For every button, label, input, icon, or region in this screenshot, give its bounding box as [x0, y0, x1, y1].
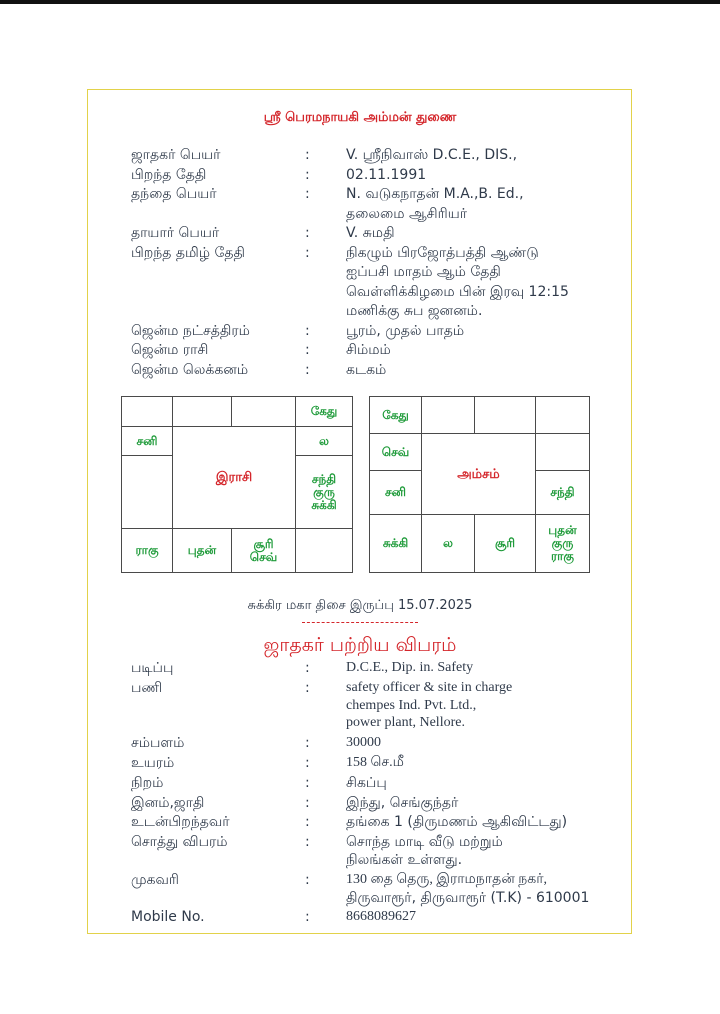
planet-list: [188, 544, 216, 557]
detail-label: பணி: [131, 679, 163, 696]
chart-house-top-4: [535, 396, 590, 434]
detail-value: safety officer & site in charge: [346, 679, 513, 695]
chart-house-bottom-4: [295, 528, 353, 573]
chart-center-text: இராசி: [215, 470, 253, 485]
colon-separator: :: [305, 755, 310, 771]
chart-house-bottom-1: [121, 528, 173, 573]
planet-list: [382, 409, 409, 422]
invocation-title: ஸ்ரீ பெரமநாயகி அம்மன் துணை: [263, 110, 457, 125]
planet-label: சந்தி: [550, 485, 575, 499]
chart-house-right-2: [295, 426, 353, 456]
planet-label: புதன்: [187, 543, 217, 557]
detail-value: நிலங்கள் உள்ளது.: [346, 851, 463, 868]
chart-house-bottom-3: [231, 528, 296, 573]
detail-label: இனம்,ஜாதி: [131, 794, 205, 811]
planet-list: [382, 446, 409, 459]
planet-label: சந்தி: [311, 471, 337, 486]
planet-list: [383, 537, 408, 550]
detail-value: இந்து, செங்குந்தர்: [346, 794, 459, 811]
planet-label: ராகு: [550, 549, 575, 563]
detail-label: நிறம்: [131, 774, 164, 791]
planet-label: சுக்கி: [382, 536, 409, 550]
planet-label: கேது: [310, 404, 338, 418]
colon-separator: :: [305, 361, 310, 378]
detail-value: chempes Ind. Pvt. Ltd.,: [346, 697, 477, 713]
planet-list: [137, 435, 158, 448]
dasa-balance: சுக்கிர மகா திசை இருப்பு 15.07.2025: [247, 598, 473, 613]
colon-separator: :: [305, 871, 310, 888]
divider-dashed: [302, 622, 418, 623]
colon-separator: :: [305, 735, 310, 752]
detail-value: 158 செ.மீ: [346, 755, 404, 770]
detail-label: ஜென்ம நட்சத்திரம்: [131, 322, 250, 339]
planet-label: கேது: [382, 407, 409, 422]
chart-center-label: [172, 426, 296, 529]
detail-value: power plant, Nellore.: [346, 715, 465, 731]
colon-separator: :: [305, 679, 310, 696]
chart-house-top-3: [231, 396, 296, 427]
planet-list: [250, 538, 277, 564]
chart-house-right-2: [535, 433, 590, 471]
detail-value: சொந்த மாடி வீடு மற்றும்: [346, 834, 503, 851]
detail-label: பிறந்த தேதி: [131, 166, 207, 183]
detail-value: 130 தை தெரு, இராமநாதன் நகர்,: [346, 871, 548, 887]
detail-label: பிறந்த தமிழ் தேதி: [131, 244, 245, 261]
chart-house-right-3: [295, 455, 353, 529]
detail-value: சிம்மம்: [346, 342, 391, 358]
chart-house-top-2: [172, 396, 232, 427]
top-edge-bar: [0, 0, 720, 4]
chart-center-label: [421, 433, 536, 515]
detail-label: படிப்பு: [131, 660, 174, 676]
detail-label: ஜென்ம லெக்கனம்: [131, 361, 249, 378]
planet-label: செவ்: [249, 549, 278, 564]
colon-separator: :: [305, 225, 310, 241]
planet-label: செவ்: [381, 444, 410, 459]
detail-label: முகவரி: [131, 871, 179, 888]
detail-label: ஜென்ம ராசி: [131, 342, 209, 358]
planet-list: [385, 486, 406, 499]
detail-label: தந்தை பெயர்: [131, 186, 217, 202]
chart-house-top-1: [369, 396, 422, 434]
detail-label: சொத்து விபரம்: [131, 834, 228, 851]
chart-house-bottom-1: [369, 514, 422, 573]
detail-value: தங்கை 1 (திருமணம் ஆகிவிட்டது): [346, 814, 568, 831]
detail-value: V. சுமதி: [346, 225, 395, 241]
detail-value: நிகழும் பிரஜோத்பத்தி ஆண்டு: [346, 244, 539, 261]
chart-house-bottom-3: [474, 514, 536, 573]
colon-separator: :: [305, 834, 310, 851]
chart-house-bottom-2: [421, 514, 475, 573]
planet-label: சுக்கி: [311, 497, 337, 512]
planet-label: ராகு: [135, 543, 159, 557]
detail-value: பூரம், முதல் பாதம்: [346, 322, 465, 339]
colon-separator: :: [305, 660, 310, 676]
planet-label: சூரி: [494, 536, 516, 550]
detail-label: தாயார் பெயர்: [131, 225, 220, 241]
planet-label: ல: [319, 433, 329, 448]
planet-list: [135, 544, 158, 557]
detail-value: சிகப்பு: [346, 774, 387, 791]
planet-list: [319, 435, 329, 448]
planet-list: [443, 537, 453, 550]
chart-house-top-4: [295, 396, 353, 427]
chart-house-left-2: [369, 433, 422, 471]
detail-value: தலைமை ஆசிரியர்: [346, 205, 468, 222]
detail-value: ஐப்பசி மாதம் ஆம் தேதி: [346, 264, 501, 280]
detail-value: V. ஸ்ரீநிவாஸ் D.C.E., DIS.,: [346, 147, 518, 163]
colon-separator: :: [305, 166, 310, 183]
planet-label: குரு: [551, 536, 574, 550]
chart-center-text: அம்சம்: [457, 466, 500, 482]
colon-separator: :: [305, 147, 310, 163]
detail-value: D.C.E., Dip. in. Safety: [346, 660, 474, 675]
planet-label: குரு: [313, 484, 335, 499]
planet-label: சனி: [385, 485, 406, 499]
detail-value: வெள்ளிக்கிழமை பின் இரவு 12:15: [346, 283, 569, 300]
detail-value: 30000: [346, 735, 381, 751]
planet-list: [495, 537, 515, 550]
chart-house-right-3: [535, 470, 590, 515]
detail-label: ஜாதகர் பெயர்: [131, 147, 221, 163]
chart-house-left-3: [121, 455, 173, 529]
planet-list: [311, 473, 336, 512]
detail-label: சம்பளம்: [131, 735, 185, 752]
chart-house-top-1: [121, 396, 173, 427]
chart-house-top-2: [421, 396, 475, 434]
planet-label: ல: [443, 536, 453, 550]
colon-separator: :: [305, 774, 310, 791]
detail-value: 02.11.1991: [346, 166, 427, 183]
chart-house-left-3: [369, 470, 422, 515]
colon-separator: :: [305, 342, 310, 358]
planet-label: சனி: [136, 433, 158, 448]
detail-value: N. வடுகநாதன் M.A.,B. Ed.,: [346, 186, 524, 202]
colon-separator: :: [305, 909, 310, 926]
chart-house-bottom-2: [172, 528, 232, 573]
colon-separator: :: [305, 322, 310, 339]
section-title: ஜாதகர் பற்றிய விபரம்: [263, 634, 457, 656]
chart-house-top-3: [474, 396, 536, 434]
planet-list: [548, 524, 576, 563]
detail-value: கடகம்: [346, 361, 387, 378]
colon-separator: :: [305, 244, 310, 261]
planet-label: புதன்: [548, 523, 577, 537]
detail-label: Mobile No.: [131, 909, 205, 926]
detail-value: மணிக்கு சுப ஜனனம்.: [346, 303, 483, 319]
detail-value: 8668089627: [346, 909, 416, 925]
detail-label: உயரம்: [131, 755, 175, 771]
colon-separator: :: [305, 794, 310, 811]
colon-separator: :: [305, 186, 310, 202]
chart-house-left-2: [121, 426, 173, 456]
detail-value: திருவாரூர், திருவாரூர் (T.K) - 610001: [346, 889, 590, 906]
planet-label: சூரி: [253, 536, 274, 551]
detail-label: உடன்பிறந்தவர்: [131, 814, 230, 831]
chart-house-bottom-4: [535, 514, 590, 573]
planet-list: [311, 405, 338, 418]
colon-separator: :: [305, 814, 310, 831]
planet-list: [550, 486, 574, 499]
